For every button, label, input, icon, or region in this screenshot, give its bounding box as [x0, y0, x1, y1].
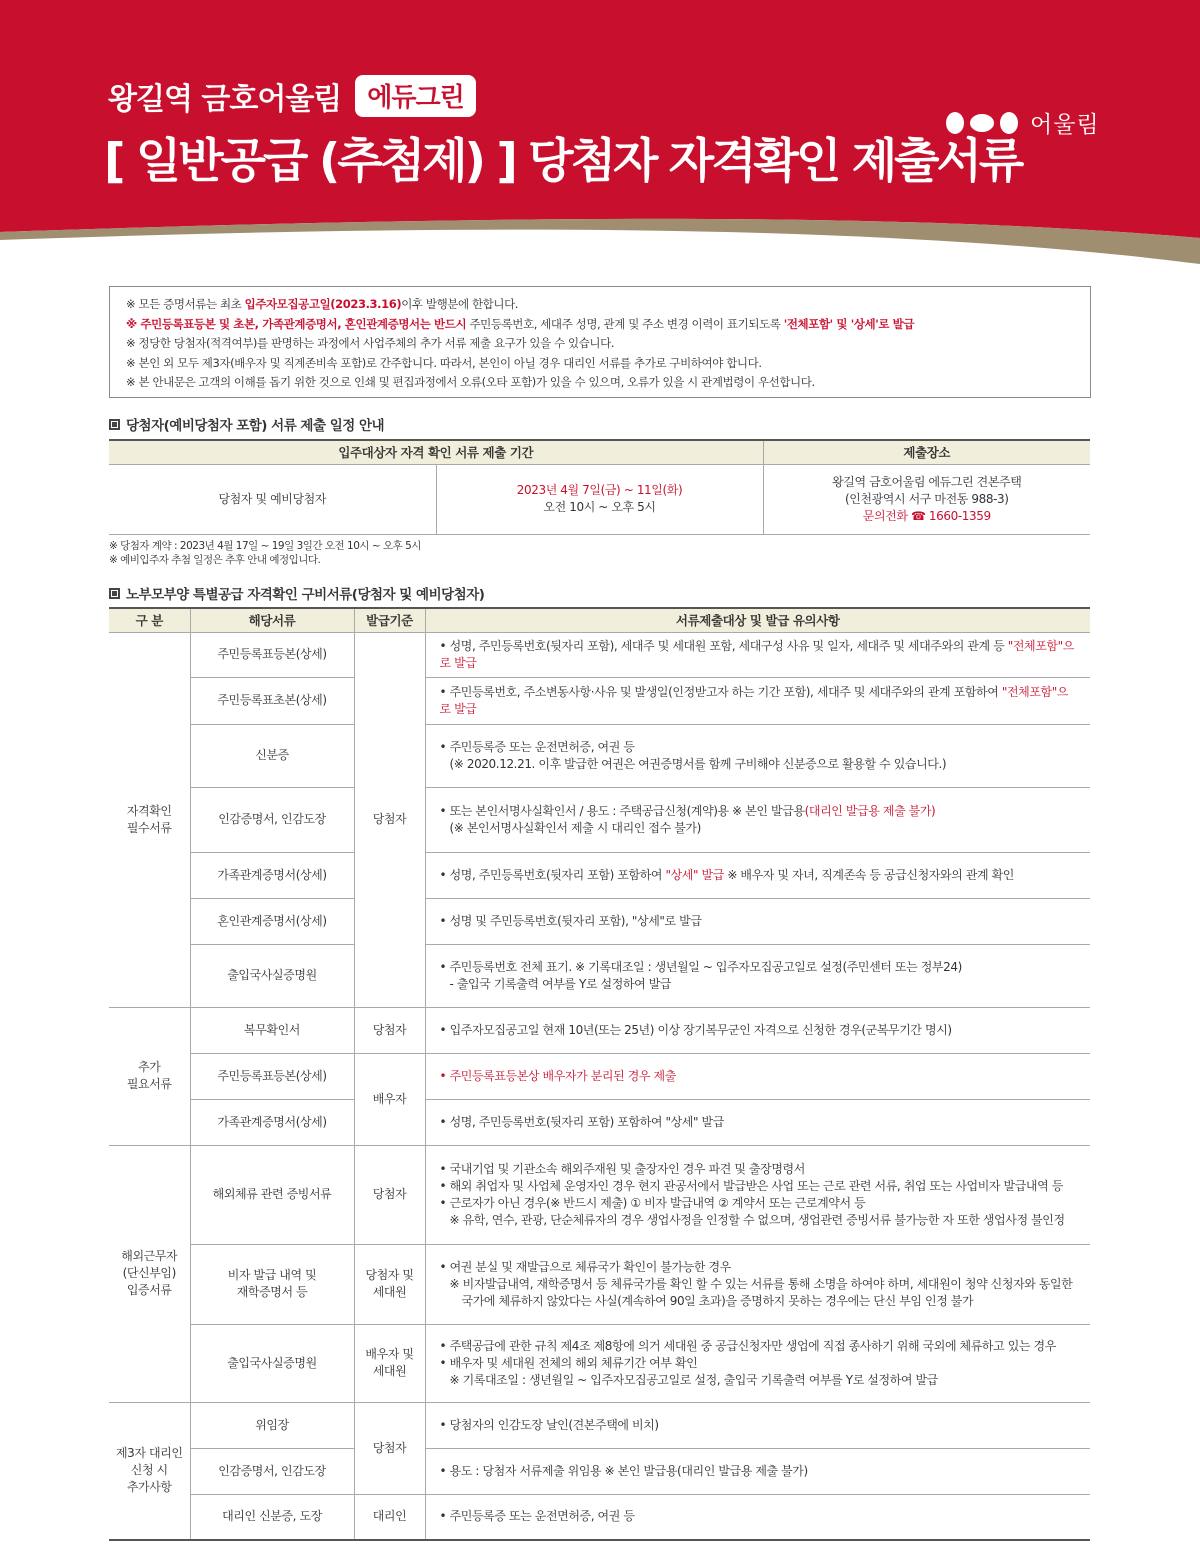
table-row: [109, 724, 1090, 787]
brand-name: 어울림: [1030, 112, 1100, 138]
document-cell: 주민등록표초본(상세): [190, 677, 354, 724]
table-row: [109, 852, 1090, 898]
note-text: ※ 유학, 연수, 관광, 단순체류자의 경우 생업사정을 인정할 수 없으며, 생업관련 증빙서류 불가능한 자 또한 생업사정 불인정: [449, 1212, 1065, 1227]
document-cell: 인감증명서, 인감도장: [190, 1448, 354, 1494]
document-cell: 주민등록표등본(상세): [190, 632, 354, 677]
table-row: [109, 1099, 1090, 1145]
note-text: • 여권 분실 및 재발급으로 체류국가 확인이 불가능한 경우: [439, 1259, 731, 1274]
document-cell: 출입국사실증명원: [190, 1324, 354, 1402]
notice-text: ※ 모든 증명서류는 최초: [126, 297, 245, 311]
document-cell: 대리인 신분증, 도장: [190, 1494, 354, 1540]
note-cell: [425, 1145, 1090, 1244]
page-title: [ 일반공급 (추첨제) ] 당첨자 자격확인 제출서류: [104, 134, 1022, 189]
category-cell: [109, 1145, 190, 1402]
category-label: 제3자 대리인: [115, 1446, 183, 1461]
note-text: • 해외 취업자 및 사업체 운영자인 경우 현지 관공서에서 발급받은 사업 또는 근로 관련 서류, 취업 또는 사업비자 발급내역 등: [439, 1178, 1063, 1193]
note-text: 국가에 체류하지 않았다는 사실(계속하여 90일 초과)을 증명하지 못하는 경우에는 단신 부임 인정 불가: [461, 1293, 974, 1308]
category-label: 필요서류: [126, 1077, 172, 1091]
col-place: 제출장소: [763, 440, 1090, 464]
col-document: 해당서류: [190, 608, 354, 632]
place-name: 왕길역 금호어울림 에듀그린 견본주택: [832, 474, 1022, 489]
basis-cell: 당첨자: [354, 1007, 425, 1053]
note-text: • 성명, 주민등록번호(뒷자리 포함), 세대주 및 세대원 포함, 세대구성 사유 및 일자, 세대주 및 세대주와의 관계 등: [439, 638, 1008, 653]
document-cell: 출입국사실증명원: [190, 944, 354, 1007]
brand-logo: [946, 106, 1100, 139]
basis-cell: [354, 1324, 425, 1402]
table-row: [109, 1145, 1090, 1244]
docs-heading: [109, 583, 484, 603]
square-bullet-icon: [109, 419, 120, 430]
place-address: (인천광역시 서구 마전동 988-3): [844, 491, 1009, 506]
table-row: [109, 1494, 1090, 1540]
note-cell: • 주민등록증 또는 운전면허증, 여권 등: [425, 1494, 1090, 1540]
basis-cell: 배우자: [354, 1053, 425, 1145]
col-category: 구 분: [109, 608, 190, 632]
schedule-note: ※ 당첨자 계약 : 2023년 4월 17일 ~ 19일 3일간 오전 10시 ~ 오후 5시: [109, 540, 421, 552]
document-cell: 혼인관계증명서(상세): [190, 898, 354, 944]
document-cell: [190, 1244, 354, 1324]
category-label: 자격확인: [126, 803, 172, 818]
note-highlight: "전체포함"으로 발급: [439, 684, 1069, 716]
note-cell: [425, 632, 1090, 677]
table-row: [109, 1053, 1090, 1099]
basis-label: 세대원: [372, 1285, 407, 1299]
table-row: [109, 898, 1090, 944]
square-bullet-icon: [109, 588, 120, 599]
category-label: 필수서류: [126, 820, 172, 835]
category-label: 입증서류: [126, 1283, 172, 1297]
table-row: [109, 677, 1090, 724]
category-label: 해외근무자: [121, 1249, 178, 1263]
note-text: (※ 2020.12.21. 이후 발급한 여권은 여권증명서를 함께 구비해야 신분증으로 활용할 수 있습니다.): [449, 756, 947, 771]
note-cell: [425, 1244, 1090, 1324]
note-cell: • 용도 : 당첨자 서류제출 위임용 ※ 본인 발급용(대리인 발급용 제출 불가): [425, 1448, 1090, 1494]
notice-line: ※ 본인 외 모두 제3자(배우자 및 직계존비속 포함)로 간주합니다. 따라서, 본인이 아닐 경우 대리인 서류를 추가로 구비하여야 합니다.: [126, 355, 762, 370]
category-label: 추가사항: [126, 1480, 172, 1495]
category-cell: [109, 1007, 190, 1145]
notice-highlight: 입주자모집공고일(2023.3.16): [244, 297, 402, 311]
table-row: [109, 1324, 1090, 1402]
note-text: • 주민등록증 또는 운전면허증, 여권 등: [439, 739, 635, 754]
table-row: [109, 787, 1090, 852]
note-cell: • 성명, 주민등록번호(뒷자리 포함) 포함하여 "상세" 발급: [425, 1099, 1090, 1145]
basis-label: 배우자 및: [365, 1347, 414, 1361]
basis-cell: 대리인: [354, 1494, 425, 1540]
logo-dot-icon: [1000, 112, 1018, 134]
document-cell: 인감증명서, 인감도장: [190, 787, 354, 852]
note-text: ※ 배우자 및 자녀, 직계존속 등 공급신청자와의 관계 확인: [723, 867, 1014, 882]
document-cell: 신분증: [190, 724, 354, 787]
schedule-table: [109, 439, 1090, 535]
contact-phone: 문의전화 ☎ 1660-1359: [862, 508, 991, 523]
schedule-note: ※ 예비입주자 추첨 일정은 추후 안내 예정입니다.: [109, 554, 321, 566]
document-cell: 주민등록표등본(상세): [190, 1053, 354, 1099]
basis-cell: 당첨자: [354, 1402, 425, 1494]
schedule-time: 오전 10시 ~ 오후 5시: [543, 500, 656, 514]
note-cell: • 당첨자의 인감도장 날인(견본주택에 비치): [425, 1402, 1090, 1448]
section-title: 당첨자(예비당첨자 포함) 서류 제출 일정 안내: [126, 418, 385, 434]
notice-line: ※ 정당한 당첨자(적격여부)를 판명하는 과정에서 사업주체의 추가 서류 제출 요구가 있을 수 있습니다.: [126, 336, 615, 350]
document-cell: 가족관계증명서(상세): [190, 852, 354, 898]
note-highlight: (대리인 발급용 제출 불가): [804, 803, 936, 818]
schedule-heading: [109, 414, 384, 434]
note-cell: [425, 1324, 1090, 1402]
notice-line: [126, 295, 1074, 315]
table-row: [109, 1448, 1090, 1494]
document-cell: 해외체류 관련 증빙서류: [190, 1145, 354, 1244]
note-highlight: "상세" 발급: [665, 867, 724, 882]
section-title: 노부모부양 특별공급 자격확인 구비서류(당첨자 및 예비당첨자): [126, 587, 485, 603]
project-name: 왕길역 금호어울림: [108, 82, 342, 117]
header-subtitle: [108, 74, 476, 118]
note-text: - 출입국 기록출력 여부를 Y로 설정하여 발급: [449, 976, 672, 991]
note-text: • 근로자가 아닌 경우(※ 반드시 제출) ① 비자 발급내역 ② 계약서 또는 근로계약서 등: [439, 1195, 866, 1210]
table-row: [109, 944, 1090, 1007]
note-text: ※ 기록대조일 : 생년월일 ~ 입주자모집공고일로 설정, 출입국 기록출력 여부를 Y로 설정하여 발급: [449, 1372, 938, 1387]
notice-line: ※ 본 안내문은 고객의 이해를 돕기 위한 것으로 인쇄 및 편집과정에서 오류(오타 포함)가 있을 수 있으며, 오류가 있을 시 관계법령이 우선합니다.: [126, 375, 815, 389]
table-row: [109, 1007, 1090, 1053]
col-basis: 발급기준: [354, 608, 425, 632]
notice-highlight: ※ 주민등록표등본 및 초본, 가족관계증명서, 혼인관계증명서는 반드시: [126, 316, 467, 331]
category-cell: [109, 632, 190, 1007]
schedule-period: [436, 464, 763, 534]
note-highlight: "전체포함"으로 발급: [439, 638, 1074, 670]
document-label: 비자 발급 내역 및: [227, 1268, 317, 1282]
schedule-place: [763, 464, 1090, 534]
table-row: [109, 1244, 1090, 1324]
project-badge: 에듀그린: [355, 75, 475, 117]
table-row: [109, 632, 1090, 677]
notice-text: 이후 발행분에 한합니다.: [401, 297, 519, 311]
notice-line: [126, 315, 1074, 335]
note-cell: [425, 852, 1090, 898]
note-cell: • 입주자모집공고일 현재 10년(또는 25년) 이상 장기복무군인 자격으로 신청한 경우(군복무기간 명시): [425, 1007, 1090, 1053]
note-text: ※ 비자발급내역, 재학증명서 등 체류국가를 확인 할 수 있는 서류를 통해 소명을 하여야 하며, 세대원이 청약 신청자와 동일한: [449, 1276, 1073, 1291]
document-cell: 위임장: [190, 1402, 354, 1448]
note-cell: [425, 787, 1090, 852]
note-text: • 주택공급에 관한 규칙 제4조 제8항에 의거 세대원 중 공급신청자만 생업에 직접 종사하기 위해 국외에 체류하고 있는 경우: [439, 1338, 1056, 1353]
basis-cell: 당첨자: [354, 1145, 425, 1244]
note-cell: [425, 724, 1090, 787]
document-label: 재학증명서 등: [236, 1285, 308, 1299]
logo-dot-icon: [970, 114, 994, 132]
category-label: (단신부임): [122, 1266, 176, 1280]
category-label: 추가: [138, 1060, 161, 1074]
category-cell: [109, 1402, 190, 1540]
note-text: • 또는 본인서명사실확인서 / 용도 : 주택공급신청(계약)용 ※ 본인 발급용: [439, 803, 805, 818]
schedule-target: 당첨자 및 예비당첨자: [109, 464, 436, 534]
col-period: 입주대상자 자격 확인 서류 제출 기간: [109, 440, 763, 464]
document-cell: 복무확인서: [190, 1007, 354, 1053]
documents-table: [109, 607, 1090, 1541]
note-text: • 성명, 주민등록번호(뒷자리 포함) 포함하여: [439, 867, 666, 882]
basis-label: 당첨자 및: [365, 1268, 414, 1282]
basis-label: 세대원: [372, 1364, 407, 1378]
notice-box: [109, 286, 1091, 398]
schedule-notes: [109, 539, 421, 567]
note-text: • 주민등록번호, 주소변동사항·사유 및 발생일(인정받고자 하는 기간 포함), 세대주 및 세대주와의 관계 포함하여: [439, 684, 1002, 699]
basis-cell: [354, 1244, 425, 1324]
header-banner: [0, 0, 1200, 270]
note-cell: [425, 677, 1090, 724]
table-row: [109, 1402, 1090, 1448]
document-cell: 가족관계증명서(상세): [190, 1099, 354, 1145]
category-label: 신청 시: [130, 1463, 168, 1478]
notice-highlight: '전체포함' 및 '상세'로 발급: [783, 316, 915, 331]
schedule-date: 2023년 4월 7일(금) ~ 11일(화): [516, 483, 683, 497]
logo-dot-icon: [946, 112, 964, 134]
notice-text: 주민등록번호, 세대주 성명, 관계 및 주소 변경 이력이 표기되도록: [466, 316, 784, 331]
note-cell: • 주민등록표등본상 배우자가 분리된 경우 제출: [425, 1053, 1090, 1099]
note-cell: [425, 944, 1090, 1007]
note-text: • 국내기업 및 기관소속 해외주재원 및 출장자인 경우 파견 및 출장명령서: [439, 1161, 805, 1176]
col-notes: 서류제출대상 및 발급 유의사항: [425, 608, 1090, 632]
basis-cell: 당첨자: [354, 632, 425, 1007]
note-text: (※ 본인서명사실확인서 제출 시 대리인 접수 불가): [449, 820, 701, 835]
note-cell: • 성명 및 주민등록번호(뒷자리 포함), "상세"로 발급: [425, 898, 1090, 944]
note-text: • 주민등록번호 전체 표기. ※ 기록대조일 : 생년월일 ~ 입주자모집공고일로 설정(주민센터 또는 정부24): [439, 959, 962, 974]
note-text: • 배우자 및 세대원 전체의 해외 체류기간 여부 확인: [439, 1355, 698, 1370]
